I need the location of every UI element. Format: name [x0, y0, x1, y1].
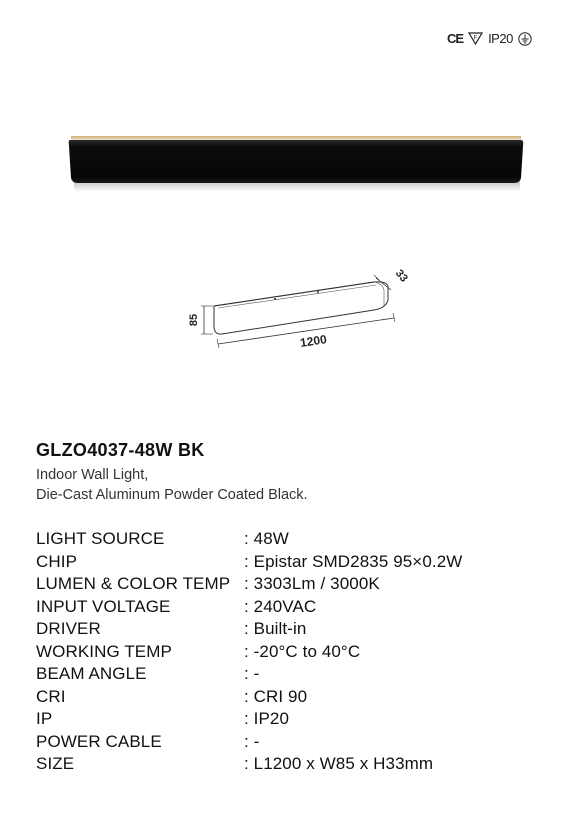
ce-mark-icon: CE — [447, 31, 464, 46]
spec-label: DRIVER — [36, 619, 101, 638]
spec-row-beam-angle — [36, 663, 462, 686]
triangle-f-icon — [468, 32, 483, 45]
spec-label: LIGHT SOURCE — [36, 529, 165, 548]
spec-row-cri — [36, 686, 462, 709]
description-line: Die-Cast Aluminum Powder Coated Black. — [36, 486, 308, 503]
spec-label: CHIP — [36, 551, 78, 571]
spec-value: : - — [244, 731, 260, 751]
spec-row-working-temp — [36, 641, 462, 664]
spec-row-light-source — [36, 528, 462, 551]
ground-icon — [518, 32, 532, 46]
description-line: Indoor Wall Light, — [36, 467, 149, 483]
spec-row-ip — [36, 708, 462, 731]
spec-label: INPUT VOLTAGE — [36, 596, 171, 616]
spec-row-lumen-color-temp — [36, 573, 462, 596]
spec-value: : L1200 x W85 x H33mm — [244, 754, 434, 773]
spec-label: IP — [36, 709, 53, 728]
spec-value: : 48W — [244, 529, 289, 548]
spec-row-power-cable — [36, 731, 462, 754]
certification-marks — [447, 31, 532, 46]
product-photo — [68, 128, 524, 194]
length-dimension-label: 1200 — [299, 332, 328, 350]
spec-row-input-voltage — [36, 596, 462, 619]
spec-value: : 240VAC — [244, 596, 317, 616]
spec-value: : CRI 90 — [244, 686, 308, 706]
product-description — [36, 466, 308, 505]
spec-value: : 3303Lm / 3000K — [244, 574, 380, 593]
spec-row-size — [36, 753, 462, 776]
spec-row-driver — [36, 618, 462, 641]
spec-value: : -20°C to 40°C — [244, 641, 361, 661]
spec-value: : IP20 — [244, 709, 290, 728]
spec-table — [36, 528, 462, 776]
spec-value: : - — [244, 664, 260, 683]
svg-text:F: F — [473, 35, 478, 42]
spec-value: : Epistar SMD2835 95×0.2W — [244, 551, 463, 571]
spec-label: SIZE — [36, 754, 75, 773]
spec-label: LUMEN & COLOR TEMP — [36, 574, 231, 593]
spec-value: : Built-in — [244, 619, 307, 638]
height-dimension-label: 33 — [392, 267, 410, 285]
spec-label: CRI — [36, 686, 66, 706]
width-dimension-label: 85 — [188, 313, 200, 327]
spec-label: WORKING TEMP — [36, 641, 172, 661]
ip-rating-mark: IP20 — [488, 31, 513, 46]
product-model: GLZO4037-48W BK — [36, 440, 205, 460]
dimension-drawing — [178, 256, 418, 356]
spec-label: POWER CABLE — [36, 731, 162, 751]
spec-label: BEAM ANGLE — [36, 664, 147, 683]
spec-row-chip — [36, 551, 462, 574]
